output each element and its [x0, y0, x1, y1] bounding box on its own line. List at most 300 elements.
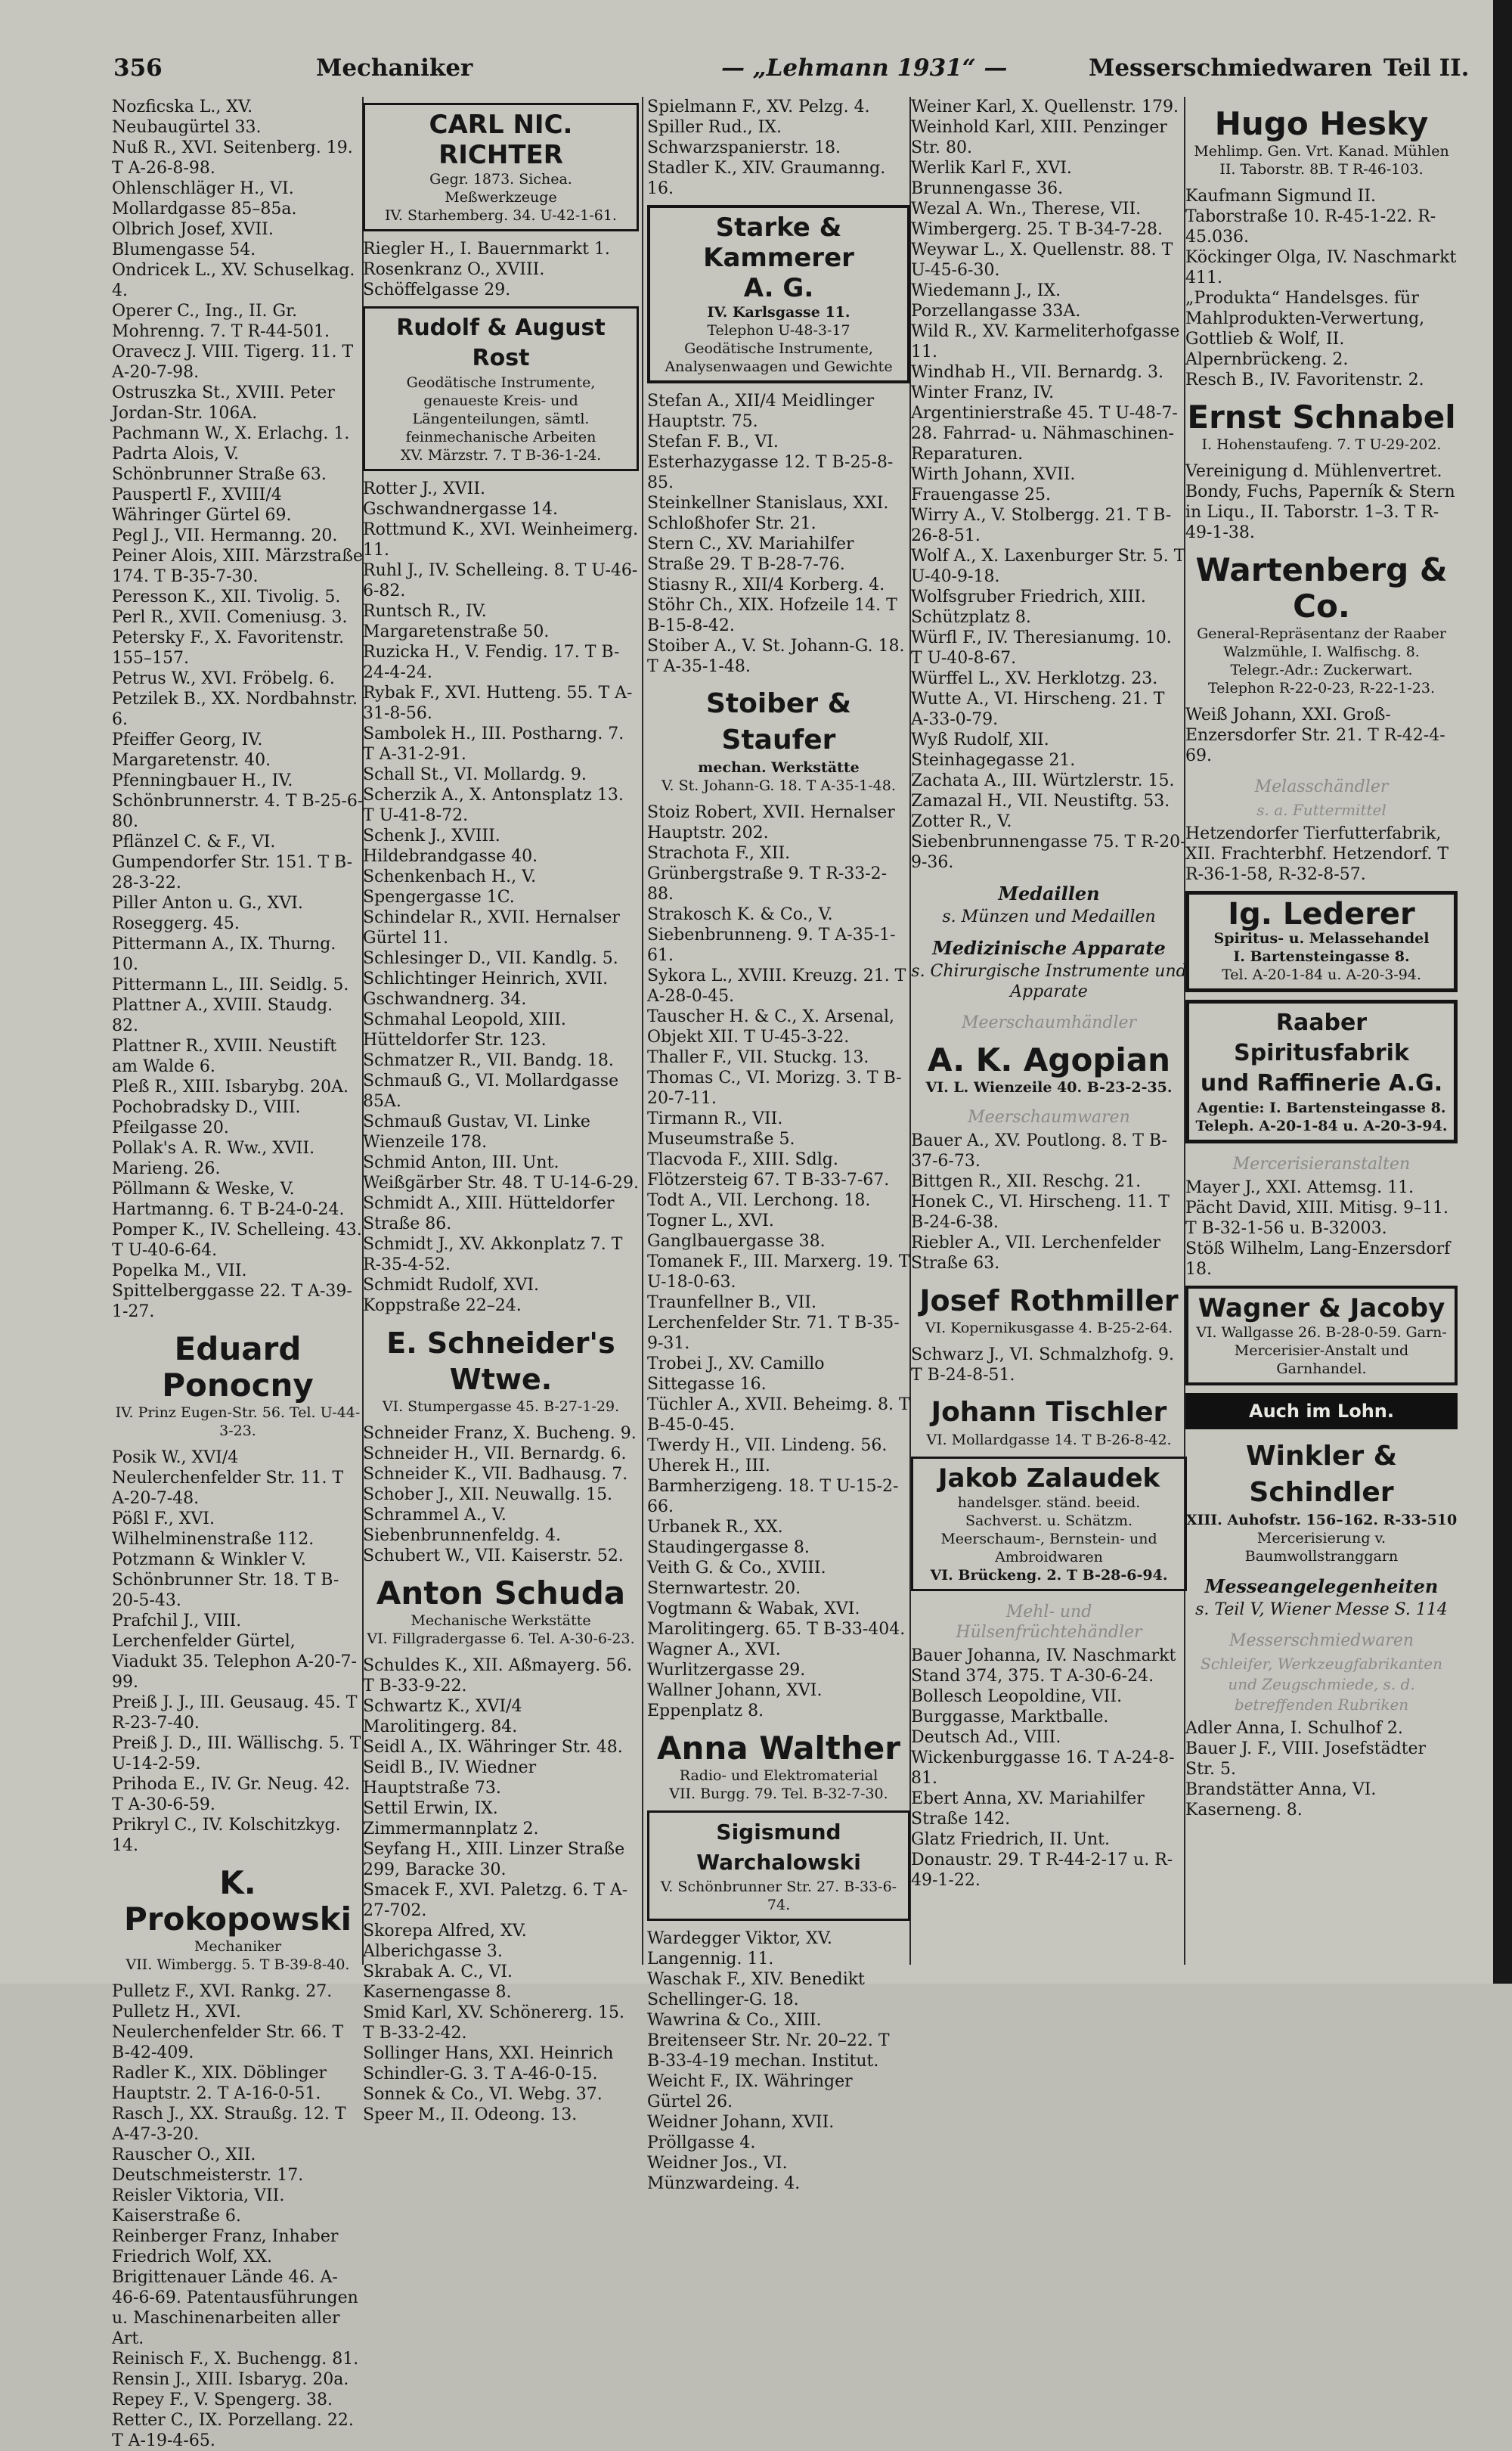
directory-entry: Smid Karl, XV. Schönererg. 15. T B-33-2-42. [363, 2003, 624, 2043]
directory-entry: Preiß J. D., III. Wällischg. 5. T U-14-2-59. [112, 1734, 361, 1773]
ad-name: Raaber Spiritusfabrik [1234, 1010, 1409, 1066]
directory-entry: Wardegger Viktor, XV. Langennig. 11. [647, 1929, 832, 1969]
directory-entry: Bauer J. F., VIII. Josefstädter Str. 5. [1185, 1739, 1427, 1779]
ad-name: Hugo Hesky [1214, 105, 1429, 142]
directory-entry: Stöhr Ch., XIX. Hofzeile 14. T B-15-8-42. [647, 596, 897, 635]
directory-entry: Wawrina & Co., XIII. Breitenseer Str. Nr. 20–22. T B-33-4-19 mechan. Institut. [647, 2011, 890, 2071]
directory-entry: Schmidt A., XIII. Hütteldorfer Straße 86. [363, 1194, 615, 1233]
ad-name: E. Schneider's Wtwe. [386, 1326, 615, 1396]
directory-entry: Ohlenschläger H., VI. Mollardgasse 85–85a. [112, 179, 297, 219]
directory-entry: Schmauß G., VI. Mollardgasse 85A. [363, 1072, 619, 1111]
section-heading: Messeangelegenheiten [1204, 1575, 1439, 1597]
directory-entry: Sollinger Hans, XXI. Heinrich Schindler-G. 3. T A-46-0-15. [363, 2044, 614, 2083]
directory-entry: Pollak's A. R. Ww., XVII. Marieng. 26. [112, 1139, 315, 1178]
directory-entry: Pittermann L., III. Seidlg. 5. [112, 976, 349, 994]
directory-entry: Peresson K., XII. Tivolig. 5. [112, 588, 341, 607]
directory-entry: Ruzicka H., V. Fendig. 17. T B-24-4-24. [363, 643, 620, 682]
directory-entry: „Produkta“ Handelsges. für Mahlprodukten-Verwertung, Gottlieb & Wolf, II. Alpernbrückeng. 2. [1185, 289, 1425, 369]
section-title: Mechaniker [316, 54, 473, 82]
ad-sub: Radio- und Elektromaterial [679, 1767, 878, 1784]
directory-entry: Schwarz J., VI. Schmalzhofg. 9. T B-24-8-51. [911, 1345, 1175, 1385]
directory-entry: Petrus W., XVI. Fröbelg. 6. [112, 669, 335, 688]
directory-entry: Pöllmann & Weske, V. Hartmanng. 6. T B-24-0-24. [112, 1180, 345, 1219]
directory-entry: Pächt David, XIII. Mitisg. 9–11. T B-32-1-56 u. B-32003. [1185, 1199, 1449, 1238]
ad-line: Mehlimp. Gen. Vrt. Kanad. Mühlen [1194, 143, 1449, 160]
ad-address: VI. Kopernikusgasse 4. B-25-2-64. [925, 1320, 1173, 1336]
directory-entry: Sambolek H., III. Postharng. 7. T A-31-2-91. [363, 724, 624, 764]
directory-entry: Würffel L., XV. Herklotzg. 23. [911, 669, 1158, 688]
directory-entry: Pulletz H., XVI. Neulerchenfelder Str. 66. T B-42-409. [112, 2003, 344, 2062]
directory-entry: Seyfang H., XIII. Linzer Straße 299, Baracke 30. [363, 1840, 625, 1879]
directory-entry: Tauscher H. & C., X. Arsenal, Objekt XII. T U-45-3-22. [647, 1007, 895, 1047]
directory-entry: Ruhl J., IV. Schelleing. 8. T U-46-6-82. [363, 561, 638, 600]
column-3 [647, 97, 910, 2193]
directory-entry: Tirmann R., VII. Museumstraße 5. [647, 1109, 795, 1149]
directory-entry: Schenk J., XVIII. Hildebrandgasse 40. [363, 827, 538, 866]
ad-address: IV. Starhemberg. 34. U-42-1-61. [385, 207, 617, 224]
directory-entry: Schindelar R., XVII. Hernalser Gürtel 11. [363, 908, 620, 948]
directory-entry: Ondricek L., XV. Schuselkag. 4. [112, 261, 355, 300]
directory-entry: Rensin J., XIII. Isbaryg. 20a. [112, 2370, 349, 2389]
ad-name: K. Prokopowski [123, 1864, 352, 1938]
ad-starke-kammerer [647, 205, 910, 383]
entry-list [911, 97, 1187, 873]
directory-entry: Padrta Alois, V. Schönbrunner Straße 63. [112, 445, 327, 484]
directory-entry: Pittermann A., IX. Thurng. 10. [112, 935, 336, 974]
entry-list [647, 802, 910, 1721]
directory-entry: Petzilek B., XX. Nordbahnstr. 6. [112, 690, 358, 729]
directory-entry: Brandstätter Anna, VI. Kaserneng. 8. [1185, 1780, 1377, 1820]
directory-entry: Traunfellner B., VII. Lerchenfelder Str. 71. T B-35-9-31. [647, 1293, 900, 1353]
directory-entry: Stoiz Robert, XVII. Hernalser Hauptstr. 202. [647, 803, 895, 842]
directory-entry: Schrammel A., V. Siebenbrunnenfeldg. 4. [363, 1506, 562, 1545]
column-2 [363, 97, 639, 2124]
directory-entry: Stiasny R., XII/4 Korberg. 4. [647, 576, 885, 594]
section-heading: Messerschmiedwaren [1228, 1631, 1414, 1650]
directory-entry: Schmauß Gustav, VI. Linke Wienzeile 178. [363, 1112, 590, 1152]
directory-entry: Olbrich Josef, XVII. Blumengasse 54. [112, 220, 274, 259]
directory-entry: Wallner Johann, XVI. Eppenplatz 8. [647, 1681, 823, 1720]
directory-entry: Prikryl C., IV. Kolschitzkyg. 14. [112, 1816, 341, 1855]
directory-entry: Urbanek R., XX. Staudingergasse 8. [647, 1518, 810, 1557]
directory-entry: Pomper K., IV. Schelleing. 43. T U-40-6-64. [112, 1221, 362, 1260]
directory-entry: Plattner R., XVIII. Neustift am Walde 6. [112, 1037, 337, 1076]
directory-entry: Schober J., XII. Neuwallg. 15. [363, 1485, 613, 1504]
directory-entry: Schmid Anton, III. Unt. Weißgärber Str. 48. T U-14-6-29. [363, 1153, 639, 1193]
directory-entry: Wolfsgruber Friedrich, XIII. Schützplatz 8. [911, 588, 1146, 627]
directory-entry: Peiner Alois, XIII. Märzstraße 174. T B-35-7-30. [112, 547, 363, 586]
directory-entry: Prihoda E., IV. Gr. Neug. 42. T A-30-6-59. [112, 1775, 350, 1814]
directory-entry: Schmahal Leopold, XIII. Hütteldorfer Str. 123. [363, 1010, 566, 1050]
cross-reference: Schleifer, Werkzeugfabrikanten und Zeugschmiede, s. d. betreffenden Rubriken [1201, 1655, 1442, 1714]
directory-entry: Pauspertl F., XVIII/4 Währinger Gürtel 69. [112, 486, 292, 525]
directory-entry: Sykora L., XVIII. Kreuzg. 21. T A-28-0-45. [647, 966, 906, 1006]
ad-address: VII. Wimbergg. 5. T B-39-8-40. [125, 1956, 350, 1973]
ad-zalaudek [911, 1457, 1187, 1591]
ad-rost [363, 306, 639, 471]
column-1 [112, 97, 364, 2450]
entry-list [363, 1655, 639, 2125]
ad-name: Wartenberg & Co. [1195, 551, 1448, 625]
ad-tischler [911, 1395, 1187, 1449]
ad-name: Josef Rothmiller [919, 1284, 1179, 1317]
directory-entry: Petersky F., X. Favoritenstr. 155–157. [112, 628, 345, 668]
directory-entry: Pochobradsky D., VIII. Pfeilgasse 20. [112, 1098, 301, 1137]
directory-entry: Steinkellner Stanislaus, XXI. Schloßhofer Str. 21. [647, 494, 889, 533]
entry-list [1185, 1177, 1458, 1280]
directory-entry: Weidner Johann, XVII. Pröllgasse 4. [647, 2113, 835, 2152]
directory-entry: Werlik Karl F., XVI. Brunnengasse 36. [911, 159, 1072, 198]
ad-body: General-Repräsentanz der Raaber Walzmühle, I. Walfischg. 8. [1197, 625, 1446, 660]
directory-entry: Zotter R., V. Siebenbrunnengasse 75. T R-20-9-36. [911, 812, 1186, 872]
section-heading: Meerschaumhändler [961, 1013, 1137, 1032]
directory-entry: Winter Franz, IV. Argentinierstraße 45. T U-48-7-28. Fahrrad- u. Nähmaschinen-Reparaturen. [911, 383, 1178, 464]
entry-list [1185, 1718, 1458, 1820]
column-rule [642, 97, 643, 1965]
section-heading: Medizinische Apparate [932, 937, 1166, 959]
entry-list [1185, 824, 1458, 885]
directory-entry: Weicht F., IX. Währinger Gürtel 26. [647, 2072, 853, 2111]
ad-name: Starke & Kammerer [703, 213, 854, 273]
directory-entry: Weiner Karl, X. Quellenstr. 179. [911, 98, 1179, 116]
ad-tag: Auch im Lohn. [1249, 1401, 1394, 1422]
entry-list [911, 1131, 1187, 1274]
directory-entry: Retter C., IX. Porzellang. 22. T A-19-4-65. [112, 2411, 354, 2450]
directory-entry: Rotter J., XVII. Gschwandnergasse 14. [363, 479, 559, 519]
ad-body: handelsger. ständ. beeid. Sachverst. u. Schätzm. Meerschaum-, Bernstein- und Ambroidwaren [940, 1494, 1157, 1565]
directory-entry: Rauscher O., XII. Deutschmeisterstr. 17. [112, 2145, 304, 2185]
directory-entry: Honek C., VI. Hirscheng. 11. T B-24-6-38. [911, 1193, 1170, 1232]
directory-entry: Schwartz K., XVI/4 Marolitingerg. 84. [363, 1697, 522, 1736]
ad-name: Eduard Ponocny [162, 1330, 314, 1404]
ad-name: Stoiber & Staufer [705, 688, 852, 755]
directory-entry: Wutte A., VI. Hirscheng. 21. T A-33-0-79. [911, 690, 1165, 729]
directory-entry: Stoiber A., V. St. Johann-G. 18. T A-35-1-48. [647, 637, 905, 676]
directory-entry: Schneider Franz, X. Bucheng. 9. [363, 1424, 637, 1443]
directory-entry: Wild R., XV. Karmeliterhofgasse 11. [911, 322, 1180, 361]
directory-entry: Deutsch Ad., VIII. Wickenburggasse 16. T A-24-8-81. [911, 1728, 1175, 1788]
directory-entry: Tomanek F., III. Marxerg. 19. T U-18-0-63. [647, 1252, 910, 1292]
column-4 [911, 97, 1187, 1965]
directory-entry: Schneider K., VII. Badhausg. 7. [363, 1465, 628, 1484]
ad-sub: Mercerisierung v. Baumwollstranggarn [1244, 1530, 1399, 1565]
directory-entry: Reinberger Franz, Inhaber Friedrich Wolf, XX. Brigittenauer Lände 46. A-46-6-69. Patentausführungen u. Maschinenarbeiten aller Art. [112, 2227, 358, 2348]
directory-entry: Oravecz J. VIII. Tigerg. 11. T A-20-7-98. [112, 343, 354, 382]
ad-address: IV. Prinz Eugen-Str. 56. Tel. U-44-3-23. [115, 1404, 361, 1439]
directory-entry: Mayer J., XXI. Attemsg. 11. [1185, 1178, 1414, 1197]
directory-entry: Todt A., VII. Lerchong. 18. [647, 1191, 871, 1210]
ad-address: VI. Fillgradergasse 6. Tel. A-30-6-23. [367, 1630, 635, 1647]
entry-list [1185, 461, 1458, 543]
ad-warchalowski [647, 1810, 910, 1921]
directory-entry: Plattner A., XVIII. Staudg. 82. [112, 996, 333, 1035]
entry-list [112, 1981, 364, 2451]
ad-name: Sigismund Warchalowski [696, 1820, 861, 1875]
ad-body: VI. Wallgasse 26. B-28-0-59. Garn-Mercerisier-Anstalt und Garnhandel. [1196, 1324, 1447, 1377]
directory-entry: Operer C., Ing., II. Gr. Mohrenng. 7. T R-44-501. [112, 302, 330, 341]
ad-line: Gegr. 1873. Sichea. Meßwerkzeuge [429, 171, 572, 206]
directory-entry: Schuldes K., XII. Aßmayerg. 56. T B-33-9-22. [363, 1656, 633, 1696]
column-5 [1185, 97, 1458, 1965]
cross-reference: s. a. Futtermittel [1256, 801, 1387, 819]
section-heading: Mehl- und Hülsenfrüchtehändler [956, 1602, 1142, 1642]
directory-entry: Schmidt J., XV. Akkonplatz 7. T R-35-4-52. [363, 1235, 623, 1274]
ad-address: VI. Mollardgasse 14. T B-26-8-42. [926, 1432, 1172, 1448]
directory-entry: Piller Anton u. G., XVI. Roseggerg. 45. [112, 894, 303, 933]
directory-entry: Preiß J. J., III. Geusaug. 45. T R-23-7-40. [112, 1693, 358, 1733]
directory-entry: Posik W., XVI/4 Neulerchenfelder Str. 11. T A-20-7-48. [112, 1448, 344, 1508]
directory-entry: Glatz Friedrich, II. Unt. Donaustr. 29. T R-44-2-17 u. R-49-1-22. [911, 1830, 1173, 1890]
directory-entry: Schneider H., VII. Bernardg. 6. [363, 1444, 627, 1463]
directory-entry: Weidner Jos., VI. Münzwardeing. 4. [647, 2154, 801, 2193]
directory-entry: Seidl A., IX. Währinger Str. 48. [363, 1738, 623, 1757]
directory-entry: Wirry A., V. Stolbergg. 21. T B-26-8-51. [911, 506, 1172, 545]
entry-list [647, 1928, 910, 2194]
directory-entry: Pflänzel C. & F., VI. Gumpendorfer Str. 151. T B-28-3-22. [112, 833, 353, 892]
directory-entry: Ebert Anna, XV. Mariahilfer Straße 142. [911, 1789, 1145, 1829]
directory-entry: Bauer A., XV. Poutlong. 8. T B-37-6-73. [911, 1131, 1167, 1171]
ad-address: VII. Burgg. 79. Tel. B-32-7-30. [669, 1786, 888, 1802]
directory-entry: Vereinigung d. Mühlenvertret. Bondy, Fuchs, Paperník & Stern in Liqu., II. Taborstr. 1–3. T R-49-1-38. [1185, 462, 1455, 542]
book-edge [1493, 0, 1512, 1984]
ad-body: Geodätische Instrumente, genaueste Kreis- und Längenteilungen, sämtl. feinmechanische Arbeiten [405, 374, 596, 445]
directory-entry: Spiller Rud., IX. Schwarzspanierstr. 18. [647, 118, 841, 157]
directory-entry: Prafchil J., VIII. Lerchenfelder Gürtel, Viadukt 35. Telephon A-20-7-99. [112, 1612, 357, 1692]
ad-sub: Spiritus- u. Melassehandel [1213, 930, 1430, 947]
entry-list [112, 97, 364, 1322]
directory-entry: Pößl F., XVI. Wilhelminenstraße 112. [112, 1509, 314, 1549]
entry-list [911, 1345, 1187, 1385]
directory-entry: Resch B., IV. Favoritenstr. 2. [1185, 371, 1424, 389]
ad-tag-lohn [1185, 1393, 1458, 1429]
directory-entry: Wezal A. Wn., Therese, VII. Wimbergerg. 25. T B-34-7-28. [911, 200, 1163, 239]
directory-entry: Strachota F., XII. Grünbergstraße 9. T R-33-2-88. [647, 844, 888, 904]
ad-address: IV. Karlsgasse 11. [707, 304, 850, 321]
ad-raaber [1185, 1000, 1458, 1143]
directory-entry: Wiedemann J., IX. Porzellangasse 33A. [911, 281, 1081, 321]
section-heading: Meerschaumwaren [968, 1108, 1130, 1127]
directory-entry: Stadler K., XIV. Graumanng. 16. [647, 159, 886, 198]
directory-entry: Popelka M., VII. Spittelberggasse 22. T A-39-1-27. [112, 1261, 352, 1321]
directory-entry: Pfenningbauer H., IV. Schönbrunnerstr. 4. T B-25-6-80. [112, 771, 364, 831]
directory-entry: Pachmann W., X. Erlachg. 1. [112, 424, 350, 443]
entry-list [647, 97, 910, 199]
directory-entry: Adler Anna, I. Schulhof 2. [1185, 1719, 1403, 1738]
directory-entry: Tlacvoda F., XIII. Sdlg. Flötzersteig 67. T B-33-7-67. [647, 1150, 890, 1190]
ad-name: A. K. Agopian [927, 1041, 1171, 1078]
directory-entry: Rottmund K., XVI. Weinheimerg. 11. [363, 520, 639, 560]
ad-address: VI. Stumpergasse 45. B-27-1-29. [382, 1398, 620, 1415]
directory-entry: Spielmann F., XV. Pelzg. 4. [647, 98, 870, 116]
ad-phone: Tel. A-20-1-84 u. A-20-3-94. [1222, 966, 1421, 983]
directory-entry: Pulletz F., XVI. Rankg. 27. [112, 1982, 333, 2001]
directory-entry: Schall St., VI. Mollardg. 9. [363, 765, 587, 784]
ad-schneider [363, 1325, 639, 1416]
ad-name: Johann Tischler [931, 1397, 1167, 1428]
directory-entry: Veith G. & Co., XVIII. Sternwartestr. 20. [647, 1559, 826, 1598]
directory-entry: Wirth Johann, XVII. Frauengasse 25. [911, 465, 1076, 504]
directory-entry: Tüchler A., XVII. Beheimg. 8. T B-45-0-45. [647, 1395, 910, 1435]
directory-entry: Vogtmann & Wabak, XVI. Marolitingerg. 65. T B-33-404. [647, 1599, 906, 1639]
ad-address: XIII. Auhofstr. 156–162. R-33-510 [1185, 1512, 1458, 1528]
directory-entry: Skrabak A. C., VI. Kasernengasse 8. [363, 1962, 513, 2002]
directory-entry: Reinisch F., X. Buchengg. 81. [112, 2350, 359, 2369]
ad-address: II. Taborstr. 8B. T R-46-103. [1219, 161, 1424, 178]
ad-telegram: Telegr.-Adr.: Zuckerwart. [1230, 662, 1413, 678]
directory-entry: Ostruszka St., XVIII. Peter Jordan-Str. 106A. [112, 383, 335, 423]
ad-agency: Agentie: I. Bartensteingasse 8. [1197, 1100, 1446, 1116]
ad-tag: Mechaniker [194, 1938, 282, 1955]
directory-entry: Windhab H., VII. Bernardg. 3. [911, 363, 1163, 382]
directory-entry: Köckinger Olga, IV. Naschmarkt 411. [1185, 248, 1457, 287]
directory-entry: Pegl J., VII. Hermanng. 20. [112, 526, 338, 545]
ad-lederer [1185, 891, 1458, 992]
directory-entry: Schenkenbach H., V. Spengergasse 1C. [363, 867, 537, 907]
directory-entry: Weiß Johann, XXI. Groß-Enzersdorfer Str. 21. T R-42-4-69. [1185, 706, 1445, 765]
directory-entry: Runtsch R., IV. Margaretenstraße 50. [363, 602, 550, 641]
ad-name: CARL NIC. RICHTER [429, 110, 573, 170]
ad-name: Wagner & Jacoby [1198, 1293, 1445, 1323]
ad-address: I. Bartensteingasse 8. [1233, 948, 1410, 965]
directory-entry: Skorepa Alfred, XV. Alberichgasse 3. [363, 1922, 527, 1961]
directory-entry: Smacek F., XVI. Paletzg. 6. T A-27-702. [363, 1881, 628, 1920]
directory-entry: Wolf A., X. Laxenburger Str. 5. T U-40-9-18. [911, 547, 1185, 586]
entry-list [363, 239, 639, 300]
directory-entry: Zamazal H., VII. Neustiftg. 53. [911, 792, 1170, 811]
ad-wagner-jacoby [1185, 1286, 1458, 1385]
ad-phone: Telephon U-48-3-17 [707, 322, 850, 339]
directory-entry: Riegler H., I. Bauernmarkt 1. [363, 240, 610, 259]
ad-sub: Mechanische Werkstätte [411, 1612, 591, 1629]
directory-entry: Bittgen R., XII. Reschg. 21. [911, 1172, 1142, 1191]
directory-entry: Strakosch K. & Co., V. Siebenbrunneng. 9. T A-35-1-61. [647, 905, 896, 965]
directory-entry: Thaller F., VII. Stuckg. 13. [647, 1048, 869, 1067]
ad-name-line2: und Raffinerie A.G. [1200, 1070, 1443, 1097]
directory-entry: Schlichtinger Heinrich, XVII. Gschwandnerg. 34. [363, 970, 609, 1009]
directory-entry: Togner L., XVI. Ganglbauergasse 38. [647, 1212, 826, 1251]
ad-sub: mechan. Werkstätte [698, 759, 860, 776]
ad-name: Jakob Zalaudek [937, 1463, 1160, 1494]
directory-entry: Repey F., V. Spengerg. 38. [112, 2391, 333, 2409]
directory-entry: Zachata A., III. Würtzlerstr. 15. [911, 771, 1175, 790]
entry-list [363, 1423, 639, 1566]
section-heading: Mercerisieranstalten [1232, 1155, 1411, 1174]
directory-entry: Stöß Wilhelm, Lang-Enzersdorf 18. [1185, 1239, 1451, 1279]
directory-entry: Seidl B., IV. Wiedner Hauptstraße 73. [363, 1758, 537, 1798]
ad-ponocny [112, 1331, 364, 1440]
directory-entry: Settil Erwin, IX. Zimmermannplatz 2. [363, 1799, 539, 1838]
directory-entry: Reisler Viktoria, VII. Kaiserstraße 6. [112, 2186, 285, 2226]
directory-entry: Schmatzer R., VII. Bandg. 18. [363, 1051, 614, 1070]
directory-entry: Thomas C., VI. Morizg. 3. T B-20-7-11. [647, 1069, 902, 1108]
ad-phone: Telephon R-22-0-23, R-22-1-23. [1207, 680, 1435, 697]
ad-address: VI. L. Wienzeile 40. B-23-2-35. [925, 1079, 1173, 1096]
entry-list [1185, 705, 1458, 766]
directory-entry: Stefan A., XII/4 Meidlinger Hauptstr. 75. [647, 392, 875, 431]
directory-entry: Wyß Rudolf, XII. Steinhagegasse 21. [911, 731, 1076, 770]
ad-address: V. St. Johann-G. 18. T A-35-1-48. [662, 777, 896, 794]
ad-address: XV. Märzstr. 7. T B-36-1-24. [400, 447, 602, 464]
directory-entry: Weywar L., X. Quellenstr. 88. T U-45-6-30. [911, 240, 1173, 280]
ad-name-suffix: A. G. [743, 273, 814, 303]
entry-list [911, 1646, 1187, 1891]
ad-phone: Teleph. A-20-1-84 u. A-20-3-94. [1195, 1118, 1448, 1134]
ad-body: Geodätische Instrumente, Analysenwaagen und Gewichte [665, 340, 893, 375]
directory-entry: Uherek H., III. Barmherzigeng. 18. T U-15-2-66. [647, 1457, 899, 1516]
ad-name: Anna Walther [656, 1730, 900, 1767]
directory-entry: Würfl F., IV. Theresianumg. 10. T U-40-8-67. [911, 628, 1172, 668]
entry-list [647, 391, 910, 677]
entry-list [363, 479, 639, 1316]
ad-address: VI. Brückeng. 2. T B-28-6-94. [930, 1567, 1168, 1584]
entry-list [1185, 186, 1458, 390]
directory-entry: Stefan F. B., VI. Esterhazygasse 12. T B-25-8-85. [647, 433, 894, 492]
directory-entry: Pfeiffer Georg, IV. Margaretenstr. 40. [112, 731, 271, 770]
cross-reference: s. Teil V, Wiener Messe S. 114 [1195, 1600, 1448, 1619]
directory-entry: Bauer Johanna, IV. Naschmarkt Stand 374, 375. T A-30-6-24. [911, 1646, 1176, 1686]
ad-prokopowski [112, 1865, 364, 1974]
entry-list [112, 1447, 364, 1856]
directory-entry: Kaufmann Sigmund II. Taborstraße 10. R-45-1-22. R-45.036. [1185, 187, 1436, 247]
running-title: — „Lehmann 1931“ — [721, 54, 1008, 82]
ad-hesky [1185, 106, 1458, 178]
ad-name: Ig. Lederer [1228, 897, 1415, 932]
directory-entry: Wagner A., XVI. Wurlitzergasse 29. [647, 1640, 806, 1680]
part-label: Teil II. [1383, 54, 1470, 82]
ad-wartenberg [1185, 552, 1458, 697]
directory-entry: Rybak F., XVI. Hutteng. 55. T A-31-8-56. [363, 684, 633, 723]
directory-entry: Speer M., II. Odeong. 13. [363, 2105, 578, 2124]
ad-winkler-schindler [1185, 1438, 1458, 1565]
directory-entry: Twerdy H., VII. Lindeng. 56. [647, 1436, 888, 1455]
page-header [113, 54, 1470, 89]
ad-stoiber-staufer [647, 686, 910, 795]
directory-entry: Nuß R., XVI. Seitenberg. 19. T A-26-8-98. [112, 138, 353, 178]
directory-entry: Scherzik A., X. Antonsplatz 13. T U-41-8-72. [363, 786, 624, 825]
directory-entry: Sonnek & Co., VI. Webg. 37. [363, 2085, 603, 2104]
directory-entry: Schlesinger D., VII. Kandlg. 5. [363, 949, 618, 968]
section-heading: Medaillen [998, 883, 1100, 904]
directory-entry: Weinhold Karl, XIII. Penzinger Str. 80. [911, 118, 1167, 157]
page-number: 356 [113, 54, 163, 82]
ad-richter [363, 103, 639, 231]
ad-address: I. Hohenstaufeng. 7. T U-29-202. [1201, 436, 1442, 453]
directory-entry: Radler K., XIX. Döblinger Hauptstr. 2. T A-16-0-51. [112, 2064, 327, 2103]
directory-entry: Waschak F., XIV. Benedikt Schellinger-G. 18. [647, 1970, 865, 2009]
ad-name: Ernst Schnabel [1187, 399, 1456, 436]
ad-walther [647, 1730, 910, 1803]
directory-entry: Pleß R., XIII. Isbarybg. 20A. [112, 1078, 349, 1097]
range-label: Messerschmiedwaren [1089, 54, 1373, 82]
directory-entry: Nozficska L., XV. Neubaugürtel 33. [112, 98, 262, 137]
directory-entry: Rasch J., XX. Straußg. 12. T A-47-3-20. [112, 2105, 346, 2144]
section-heading: Melasschändler [1254, 777, 1389, 796]
directory-entry: Trobei J., XV. Camillo Sittegasse 16. [647, 1354, 825, 1394]
ad-agopian [911, 1042, 1187, 1097]
ad-schnabel [1185, 399, 1458, 454]
ad-name: Rudolf & August Rost [396, 315, 606, 371]
directory-entry: Perl R., XVII. Comeniusg. 3. [112, 608, 348, 627]
ad-name: Anton Schuda [376, 1575, 626, 1612]
cross-reference: s. Münzen und Medaillen [942, 907, 1156, 926]
cross-reference: s. Chirurgische Instrumente und Apparate [911, 962, 1187, 1001]
directory-entry: Hetzendorfer Tierfutterfabrik, XII. Frachterbhf. Hetzendorf. T R-36-1-58, R-32-8-57. [1185, 824, 1449, 884]
directory-entry: Rosenkranz O., XVIII. Schöffelgasse 29. [363, 260, 545, 299]
ad-schuda [363, 1575, 639, 1648]
directory-entry: Riebler A., VII. Lerchenfelder Straße 63. [911, 1233, 1161, 1273]
directory-entry: Potzmann & Winkler V. Schönbrunner Str. 18. T B-20-5-43. [112, 1550, 339, 1610]
ad-name: Winkler & Schindler [1245, 1441, 1398, 1508]
